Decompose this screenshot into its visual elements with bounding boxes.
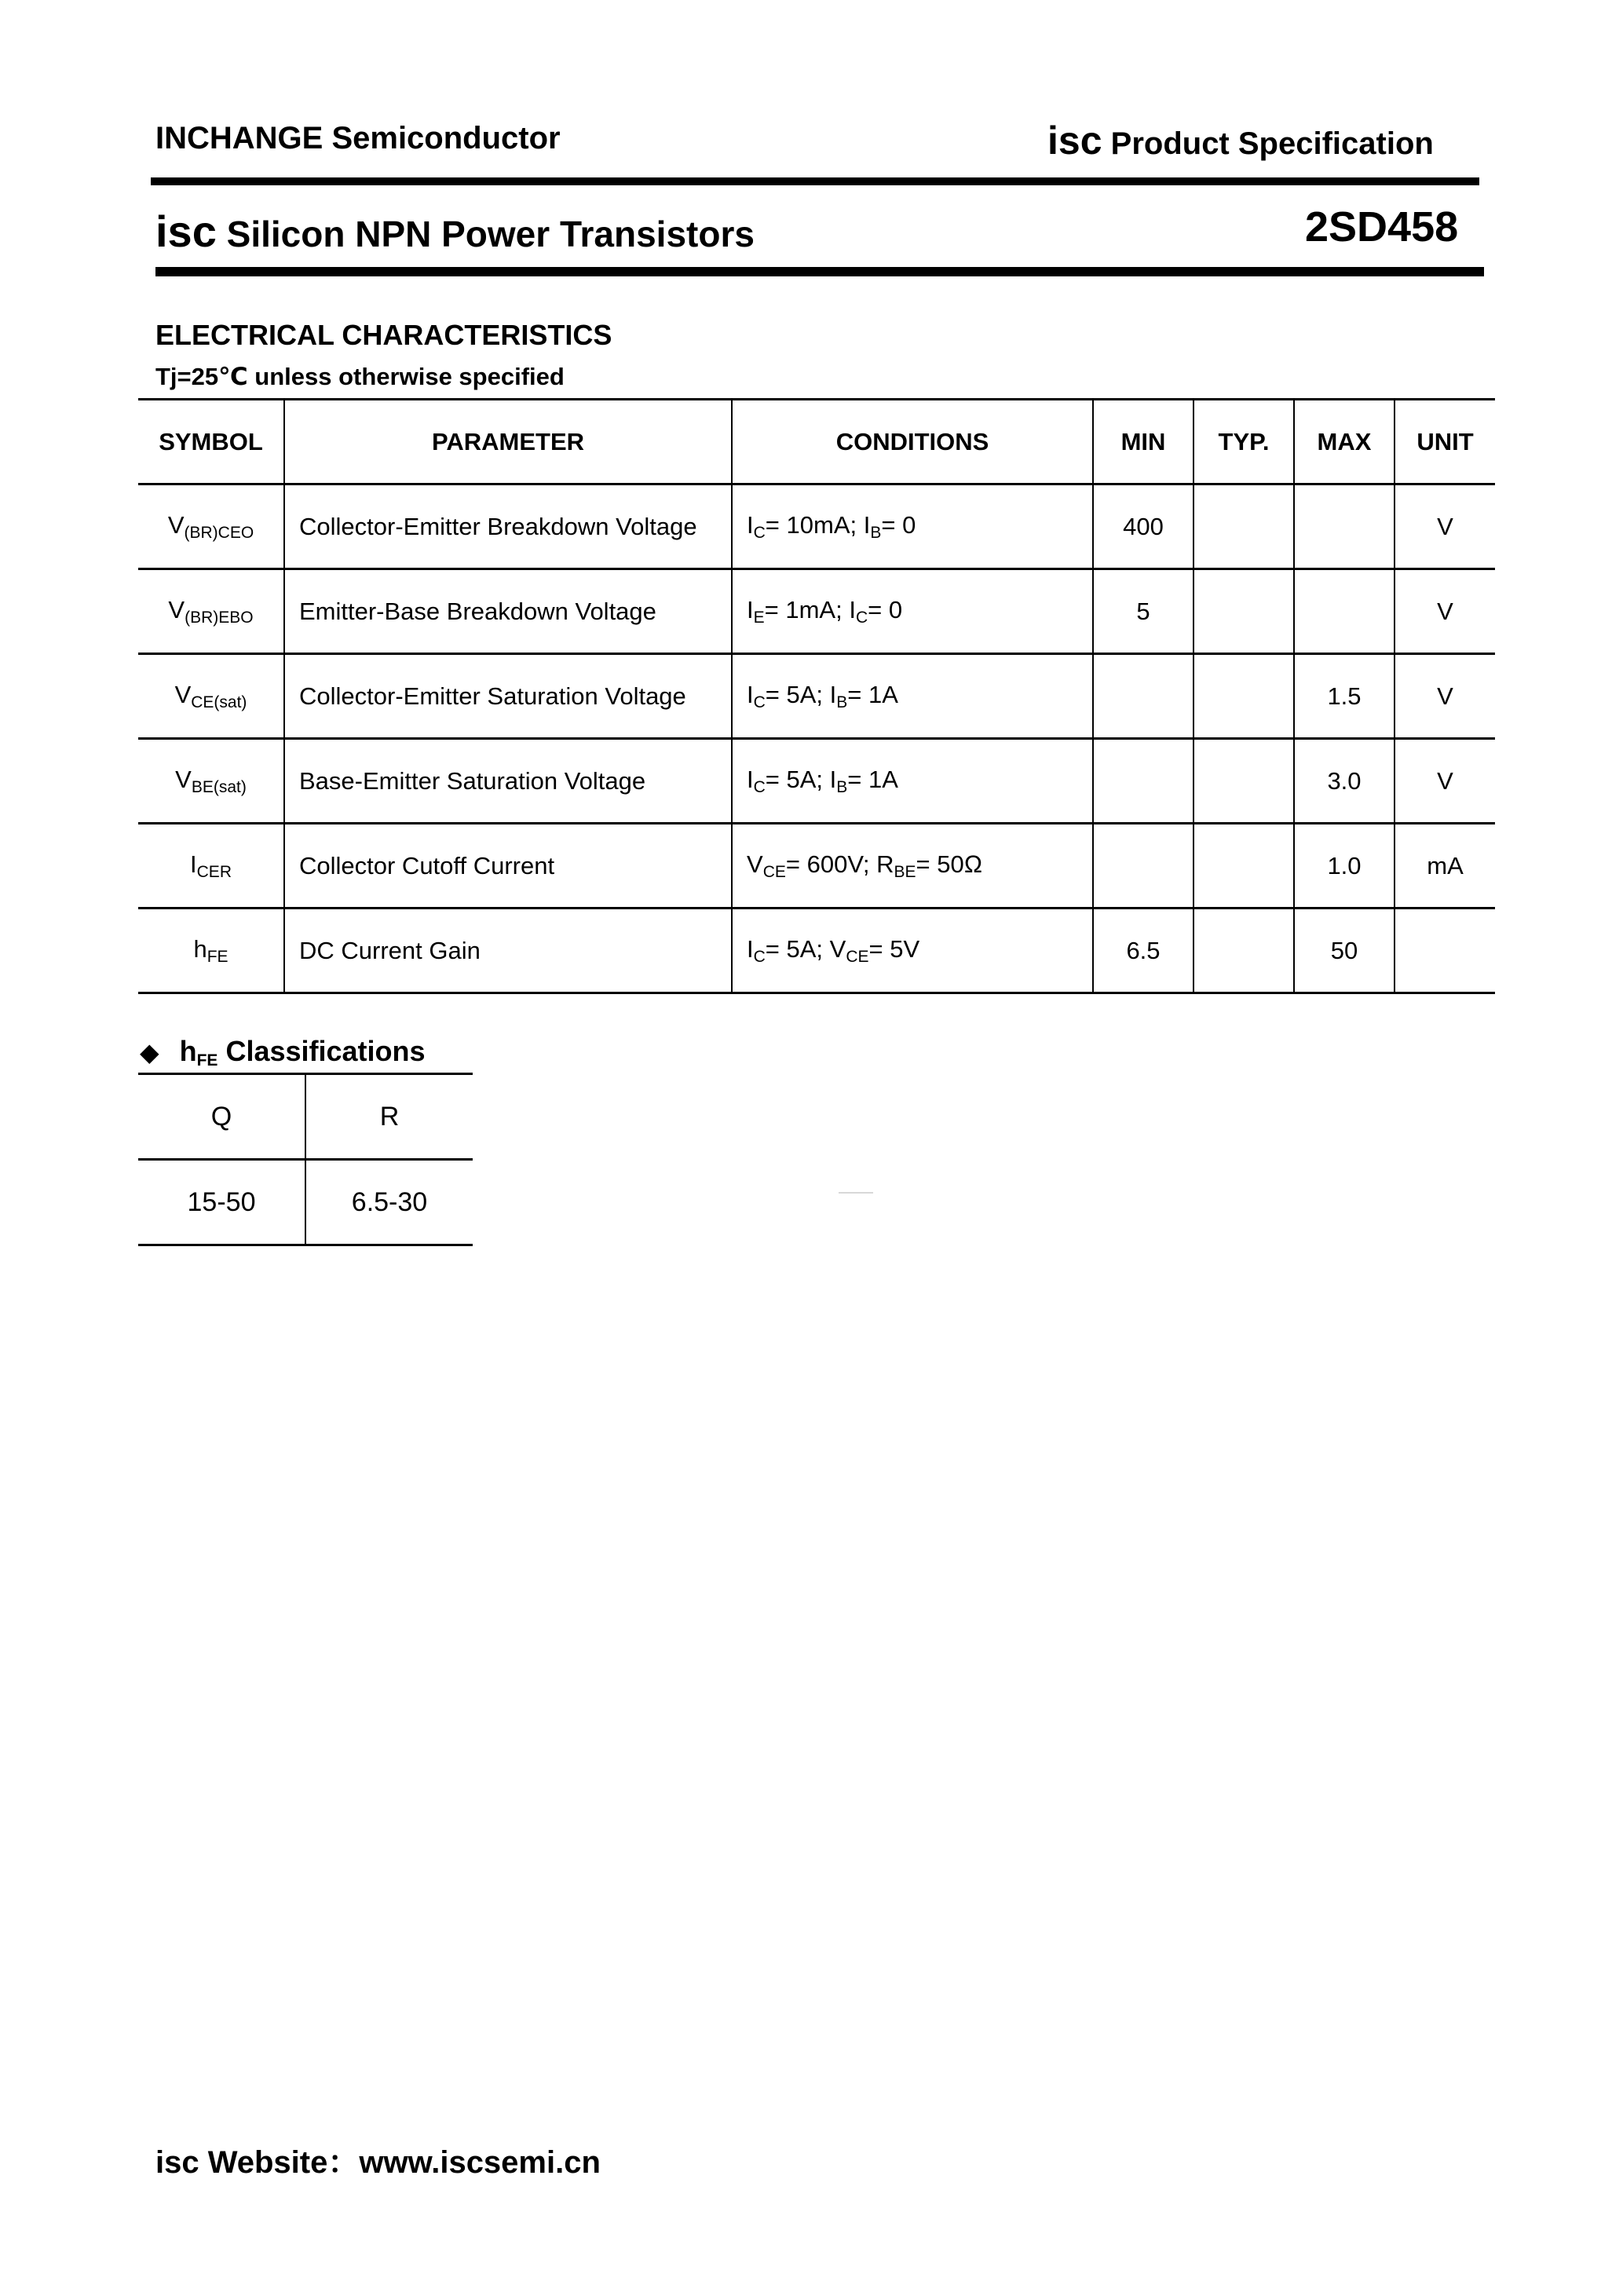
cell-conditions: $I_E= 1mA$; $I_C= 0$ <box>732 569 1093 654</box>
table-row <box>138 654 1495 739</box>
header-rule <box>151 177 1479 185</box>
cell-symbol: $V_{CE(sat)}$ <box>138 654 284 739</box>
cell-max: 50 <box>1294 909 1395 993</box>
class-r-value: 6.5-30 <box>351 1186 428 1217</box>
cell-conditions: $V_{CE}= 600V$; $R_{BE}=$ 50Ω <box>732 824 1093 909</box>
table-row <box>138 824 1495 909</box>
cell-parameter: DC Current Gain <box>284 909 732 993</box>
cell-unit: V <box>1395 484 1495 569</box>
cell-max <box>1294 569 1395 654</box>
cell-typ <box>1193 654 1294 739</box>
classification-table <box>138 1073 473 1246</box>
company-name: INCHANGE Semiconductor <box>155 121 561 155</box>
class-q-value: 15-50 <box>138 1160 305 1245</box>
cell-parameter: Base-Emitter Saturation Voltage <box>284 739 732 824</box>
cell-symbol: $V_{BE(sat)}$ <box>138 739 284 824</box>
cell-typ <box>1193 484 1294 569</box>
section-title: ELECTRICAL CHARACTERISTICS <box>155 319 612 351</box>
header-max: MAX <box>1294 400 1395 484</box>
cell-min <box>1093 654 1193 739</box>
header-unit: UNIT <box>1395 400 1495 484</box>
cell-typ <box>1193 739 1294 824</box>
table-row <box>138 739 1495 824</box>
footer-website <box>155 2137 601 2182</box>
cell-max: 1.5 <box>1294 654 1395 739</box>
spec-brand: isc <box>1047 119 1102 163</box>
cell-parameter: Collector-Emitter Breakdown Voltage <box>284 484 732 569</box>
scan-artifact <box>839 1192 873 1194</box>
title-rule <box>155 267 1484 276</box>
cell-unit <box>1395 909 1495 993</box>
cell-max: 1.0 <box>1294 824 1395 909</box>
header-conditions: CONDITIONS <box>732 400 1093 484</box>
cell-typ <box>1193 824 1294 909</box>
cell-min: 400 <box>1093 484 1193 569</box>
header-typ: TYP. <box>1193 400 1294 484</box>
footer-url[interactable]: www.iscsemi.cn <box>359 2145 601 2180</box>
table-row <box>138 569 1495 654</box>
cell-symbol: $V_{(BR)EBO}$ <box>138 569 284 654</box>
class-r-header: R <box>379 1101 400 1132</box>
cell-conditions: $I_C= 10mA$; $I_B= 0$ <box>732 484 1093 569</box>
classification-header-row <box>138 1074 473 1160</box>
title-brand: isc <box>155 207 217 256</box>
electrical-characteristics-table <box>138 398 1495 994</box>
header-min: MIN <box>1093 400 1193 484</box>
product-spec-label <box>1047 118 1434 163</box>
cell-typ <box>1193 909 1294 993</box>
classification-title: ◆ $h_{FE}$ Classifications <box>140 1035 426 1069</box>
cell-conditions: $I_C= 5A$; $V_{CE}= 5V$ <box>732 909 1093 993</box>
cell-parameter: Emitter-Base Breakdown Voltage <box>284 569 732 654</box>
cell-parameter: Collector-Emitter Saturation Voltage <box>284 654 732 739</box>
cell-min <box>1093 739 1193 824</box>
header-symbol: SYMBOL <box>138 400 284 484</box>
cell-parameter: Collector Cutoff Current <box>284 824 732 909</box>
document-title <box>155 206 755 257</box>
spec-label: Product Specification <box>1110 126 1434 161</box>
cell-conditions: $I_C= 5A$; $I_B= 1A$ <box>732 654 1093 739</box>
cell-symbol: $V_{(BR)CEO}$ <box>138 484 284 569</box>
cell-max <box>1294 484 1395 569</box>
header-parameter: PARAMETER <box>284 400 732 484</box>
cell-symbol: $I_{CER}$ <box>138 824 284 909</box>
class-q-header: Q <box>138 1074 305 1160</box>
cell-max: 3.0 <box>1294 739 1395 824</box>
diamond-bullet-icon: ◆ <box>140 1038 159 1066</box>
cell-unit: V <box>1395 739 1495 824</box>
cell-min: 5 <box>1093 569 1193 654</box>
cell-unit: V <box>1395 569 1495 654</box>
classification-value-row <box>138 1160 473 1245</box>
footer-label: isc Website： <box>155 2145 360 2180</box>
cell-conditions: $I_C= 5A$; $I_B= 1A$ <box>732 739 1093 824</box>
cell-unit: mA <box>1395 824 1495 909</box>
cell-min <box>1093 824 1193 909</box>
cell-typ <box>1193 569 1294 654</box>
part-number: 2SD458 <box>1305 203 1459 250</box>
title-text: Silicon NPN Power Transistors <box>226 214 755 254</box>
section-subtitle: Tj=25℃ unless otherwise specified <box>155 363 565 390</box>
cell-symbol: $h_{FE}$ <box>138 909 284 993</box>
cell-unit: V <box>1395 654 1495 739</box>
table-header-row <box>138 400 1495 484</box>
table-row <box>138 909 1495 993</box>
table-row <box>138 484 1495 569</box>
cell-min: 6.5 <box>1093 909 1193 993</box>
